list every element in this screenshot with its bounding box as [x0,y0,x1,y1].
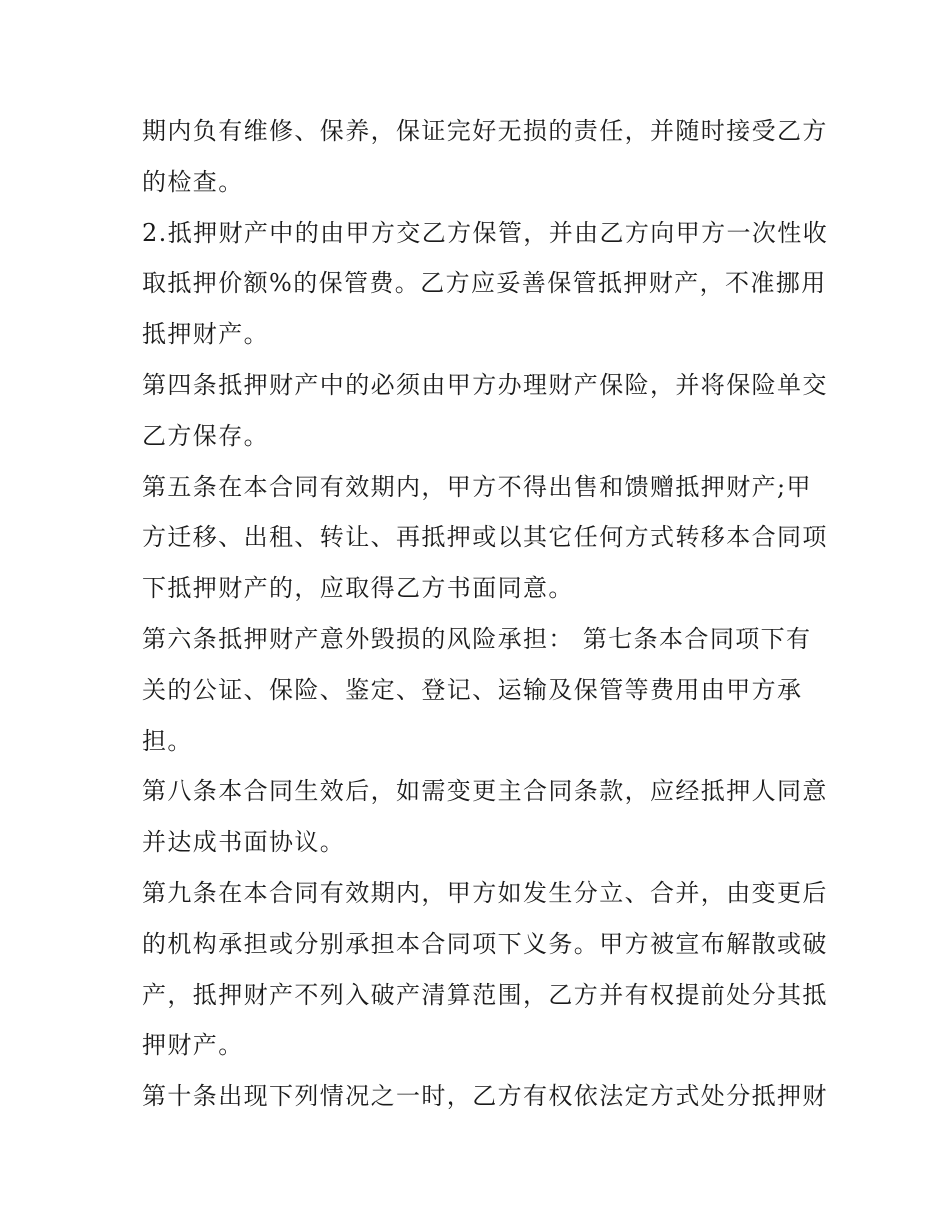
text-line: 第四条抵押财产中的必须由甲方办理财产保险，并将保险单交 [142,370,828,399]
text-line: 第六条抵押财产意外毁损的风险承担： 第七条本合同项下有 [142,624,812,653]
text-line: 第十条出现下列情况之一时，乙方有权依法定方式处分抵押财 [142,1082,828,1111]
text-line: 下抵押财产的，应取得乙方书面同意。 [142,574,574,603]
document-body [142,106,829,1122]
text-line: 的检查。 [142,167,244,196]
text-line: 2.抵押财产中的由甲方交乙方保管，并由乙方向甲方一次性收 [142,218,829,247]
text-line: 并达成书面协议。 [142,828,346,857]
text-line: 第五条在本合同有效期内，甲方不得出售和馈赠抵押财产;甲 [142,472,812,501]
text-line: 担。 [142,726,193,755]
text-line: 抵押财产。 [142,320,269,349]
text-line: 第八条本合同生效后，如需变更主合同条款，应经抵押人同意 [142,777,828,806]
text-line: 方迁移、出租、转让、再抵押或以其它任何方式转移本合同项 [142,523,828,552]
text-line: 押财产。 [142,1031,244,1060]
text-line: 乙方保存。 [142,421,269,450]
text-line: 第九条在本合同有效期内，甲方如发生分立、合并，由变更后 [142,878,828,907]
text-line: 取抵押价额%的保管费。乙方应妥善保管抵押财产，不准挪用 [142,269,827,298]
text-line: 关的公证、保险、鉴定、登记、运输及保管等费用由甲方承 [142,675,803,704]
text-line: 的机构承担或分别承担本合同项下义务。甲方被宣布解散或破 [142,929,828,958]
text-line: 期内负有维修、保养，保证完好无损的责任，并随时接受乙方 [142,117,828,145]
text-line: 产，抵押财产不列入破产清算范围，乙方并有权提前处分其抵 [142,980,828,1009]
